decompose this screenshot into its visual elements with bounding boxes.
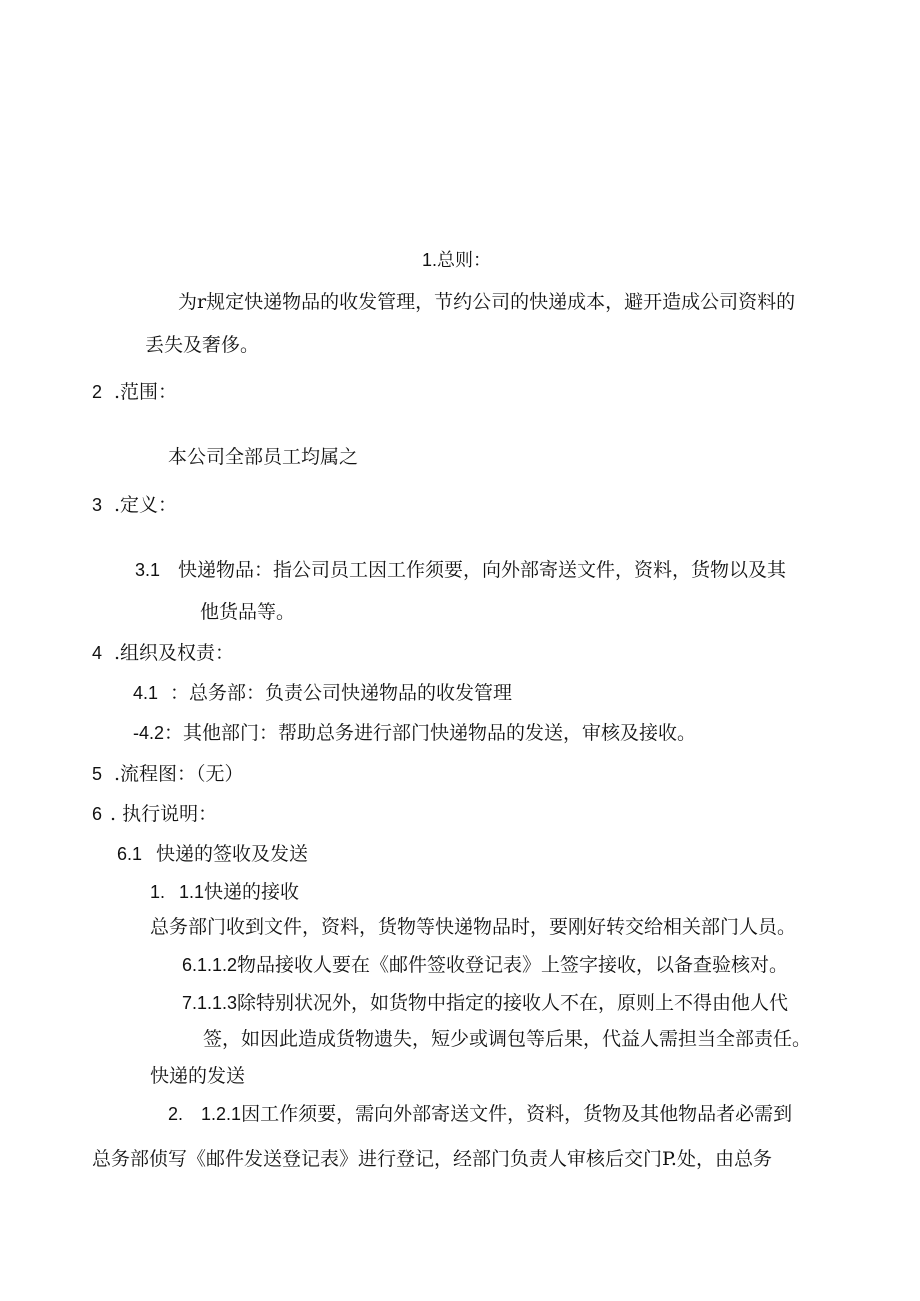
section-6-1-2-1-line-2: 总务部侦写《邮件发送登记表》进行登记，经部门负责人审核后交门P.处，由总务 bbox=[92, 1148, 772, 1170]
section-3-1-line-2: 他货品等。 bbox=[200, 601, 296, 623]
section-1-body-line-2: 丢失及奢侈。 bbox=[145, 334, 260, 356]
section-3-heading: 3 .定义： bbox=[92, 494, 178, 516]
section-4-1: 4.1 ：总务部：负责公司快递物品的收发管理 bbox=[133, 682, 513, 704]
section-2-body: 本公司全部员工均属之 bbox=[168, 446, 359, 468]
section-3-1-line-1: 3.1 快递物品：指公司员工因工作须要，向外部寄送文件，资料，货物以及其 bbox=[135, 559, 787, 581]
section-6-1-1-3-line-1: 7.1.1.3除特别状况外，如货物中指定的接收人不在，原则上不得由他人代 bbox=[182, 992, 789, 1014]
section-6-heading: 6 . 执行说明： bbox=[92, 803, 218, 825]
section-6-1-2-heading: 快递的发送 bbox=[150, 1065, 246, 1087]
section-4-heading: 4 .组织及权责： bbox=[92, 642, 235, 664]
section-6-1-2-1-line-1: 2. 1.2.1因工作须要，需向外部寄送文件，资料，货物及其他物品者必需到 bbox=[168, 1103, 793, 1125]
section-6-1-1-2: 6.1.1.2物品接收人要在《邮件签收登记表》上签字接收，以备查验核对。 bbox=[182, 954, 789, 976]
section-1-body-line-1: 为r规定快递物品的收发管理，节约公司的快递成本，避开造成公司资料的 bbox=[178, 291, 796, 313]
section-2-heading: 2 .范围： bbox=[92, 381, 178, 403]
section-1-heading: 1.总则： bbox=[422, 250, 492, 270]
section-5-heading: 5 .流程图：（无） bbox=[92, 763, 244, 785]
section-6-1-heading: 6.1 快递的签收及发送 bbox=[117, 843, 309, 865]
section-6-1-1-heading: 1. 1.1快递的接收 bbox=[150, 881, 300, 903]
section-6-1-1-3-line-2: 签，如因此造成货物遗失，短少或调包等后果，代益人需担当全部责任。 bbox=[203, 1028, 812, 1050]
section-4-2: -4.2：其他部门：帮助总务进行部门快递物品的发送，审核及接收。 bbox=[133, 722, 697, 744]
section-6-1-1-body: 总务部门收到文件，资料，货物等快递物品时，要刚好转交给相关部门人员。 bbox=[150, 916, 797, 938]
